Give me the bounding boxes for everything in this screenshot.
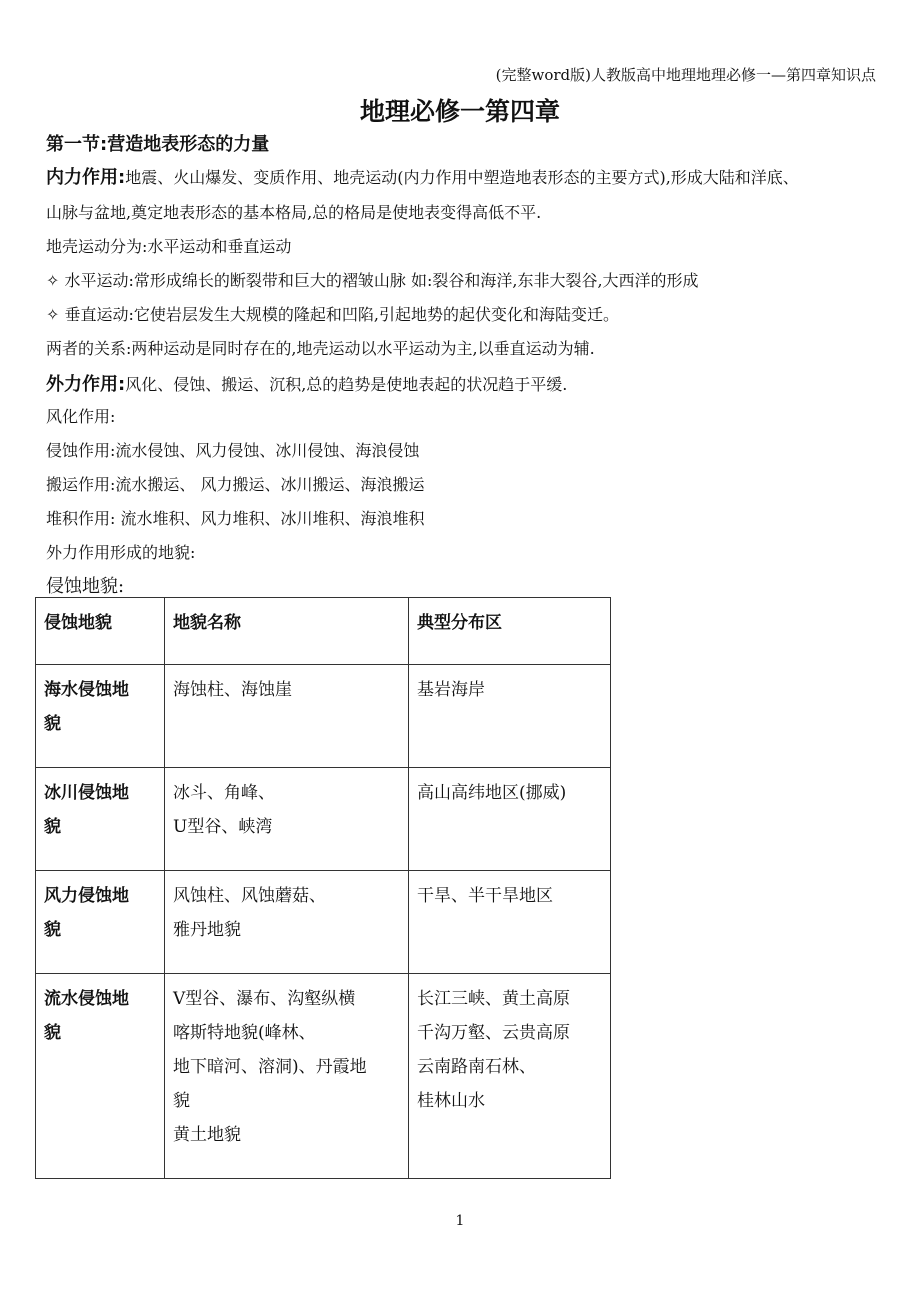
horizontal-movement: ✧ 水平运动:常形成绵长的断裂带和巨大的褶皱山脉 如:裂谷和海洋,东非大裂谷,大西洋的形成 xyxy=(46,271,699,290)
page-number: 1 xyxy=(455,1213,465,1229)
table-cell-areas xyxy=(409,665,611,768)
table-header-row xyxy=(36,598,611,665)
vertical-movement: ✧ 垂直运动:它使岩层发生大规模的隆起和凹陷,引起地势的起伏变化和海陆变迁。 xyxy=(46,305,619,324)
cell-line: 海水侵蚀地 xyxy=(44,680,129,700)
cell-line: 桂林山水 xyxy=(417,1091,485,1111)
page-title: 地理必修一第四章 xyxy=(359,97,560,126)
section-heading: 第一节:营造地表形态的力量 xyxy=(46,134,270,155)
cell-line: 云南路南石林、 xyxy=(417,1057,536,1077)
cell-line: V型谷、瀑布、沟壑纵横 xyxy=(173,989,356,1009)
table-header-cell: 地貌名称 xyxy=(165,598,409,665)
external-forces-text: 风化、侵蚀、搬运、沉积,总的趋势是使地表起的状况趋于平缓. xyxy=(125,375,568,394)
cell-line: U型谷、峡湾 xyxy=(173,817,273,837)
crust-movement-types: 地壳运动分为:水平运动和垂直运动 xyxy=(46,237,292,256)
table-cell-type xyxy=(36,665,165,768)
cell-line: 貌 xyxy=(44,714,61,734)
cell-line: 流水侵蚀地 xyxy=(44,989,129,1009)
erosion-landforms-table xyxy=(35,597,611,1179)
external-forces-paragraph xyxy=(46,370,567,396)
cell-line: 喀斯特地貌(峰林、 xyxy=(173,1023,316,1043)
table-row xyxy=(36,974,611,1179)
table-cell-names xyxy=(165,665,409,768)
landforms-intro: 外力作用形成的地貌: xyxy=(46,543,196,562)
internal-forces-text: 地震、火山爆发、变质作用、地壳运动(内力作用中塑造地表形态的主要方式),形成大陆和洋底、 xyxy=(125,168,799,187)
table-cell-type xyxy=(36,871,165,974)
cell-line: 高山高纬地区(挪威) xyxy=(417,783,567,803)
table-cell-areas xyxy=(409,768,611,871)
cell-line: 貌 xyxy=(44,920,61,940)
internal-forces-text-cont: 山脉与盆地,奠定地表形态的基本格局,总的格局是使地表变得高低不平. xyxy=(46,203,542,222)
transport-line: 搬运作用:流水搬运、 风力搬运、冰川搬运、海浪搬运 xyxy=(46,475,425,494)
table-cell-areas xyxy=(409,974,611,1179)
erosion-line: 侵蚀作用:流水侵蚀、风力侵蚀、冰川侵蚀、海浪侵蚀 xyxy=(46,441,420,460)
table-header-cell: 侵蚀地貌 xyxy=(36,598,165,665)
table-cell-names xyxy=(165,974,409,1179)
cell-line: 冰斗、角峰、 xyxy=(173,783,275,803)
cell-line: 冰川侵蚀地 xyxy=(44,783,129,803)
cell-line: 长江三峡、黄土高原 xyxy=(417,989,570,1009)
cell-line: 黄土地貌 xyxy=(173,1125,241,1145)
cell-line: 雅丹地貌 xyxy=(173,920,241,940)
deposition-line: 堆积作用: 流水堆积、风力堆积、冰川堆积、海浪堆积 xyxy=(46,509,425,528)
cell-line: 貌 xyxy=(44,1023,61,1043)
table-row xyxy=(36,768,611,871)
table-cell-areas xyxy=(409,871,611,974)
cell-line: 貌 xyxy=(173,1091,190,1111)
cell-line: 貌 xyxy=(44,817,61,837)
table-row xyxy=(36,871,611,974)
cell-line: 基岩海岸 xyxy=(417,680,485,700)
table-cell-type xyxy=(36,974,165,1179)
internal-forces-paragraph xyxy=(46,163,799,189)
table-cell-type xyxy=(36,768,165,871)
internal-forces-label: 内力作用: xyxy=(46,167,126,188)
cell-line: 海蚀柱、海蚀崖 xyxy=(173,680,292,700)
table-cell-names xyxy=(165,768,409,871)
cell-line: 地下暗河、溶洞)、丹霞地 xyxy=(173,1057,367,1077)
table-cell-names xyxy=(165,871,409,974)
erosion-landforms-heading: 侵蚀地貌: xyxy=(46,576,125,597)
weathering-line: 风化作用: xyxy=(46,407,116,426)
cell-line: 风力侵蚀地 xyxy=(44,886,129,906)
external-forces-label: 外力作用: xyxy=(46,374,126,395)
cell-line: 风蚀柱、风蚀蘑菇、 xyxy=(173,886,326,906)
cell-line: 干旱、半干旱地区 xyxy=(417,886,553,906)
cell-line: 千沟万壑、云贵高原 xyxy=(417,1023,570,1043)
table-row xyxy=(36,665,611,768)
table-header-cell: 典型分布区 xyxy=(409,598,611,665)
page-header: (完整word版)人教版高中地理地理必修一—第四章知识点 xyxy=(495,66,876,84)
movement-relation: 两者的关系:两种运动是同时存在的,地壳运动以水平运动为主,以垂直运动为辅. xyxy=(46,339,595,358)
